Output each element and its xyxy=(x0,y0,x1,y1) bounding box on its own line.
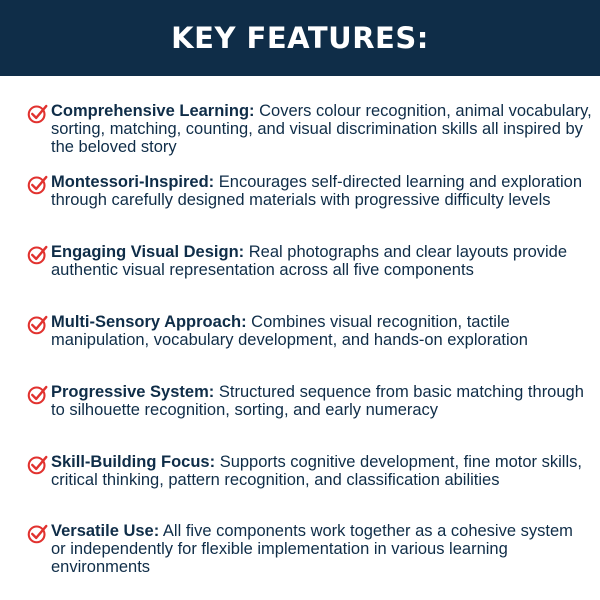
feature-text xyxy=(51,522,592,576)
feature-item-comprehensive-learning xyxy=(27,102,592,156)
feature-text xyxy=(51,102,592,156)
feature-title: Engaging Visual Design: xyxy=(51,243,245,261)
feature-description: Supports cognitive development, fine motor skills, critical thinking, pattern recognition, and classification abilities xyxy=(51,453,582,489)
feature-title: Versatile Use: xyxy=(51,522,160,540)
feature-text xyxy=(51,173,592,209)
feature-title: Montessori-Inspired: xyxy=(51,173,215,191)
page-title: KEY FEATURES: xyxy=(171,21,429,55)
feature-description: Real photographs and clear layouts provide authentic visual representation across all five components xyxy=(51,243,568,279)
red-check-circle-icon xyxy=(27,454,48,475)
red-check-circle-icon xyxy=(27,384,48,405)
feature-item-versatile-use xyxy=(27,522,592,576)
feature-title: Comprehensive Learning: xyxy=(51,102,255,120)
feature-description: Combines visual recognition, tactile manipulation, vocabulary development, and hands-on exploration xyxy=(51,313,528,349)
feature-item-montessori-inspired xyxy=(27,173,592,209)
feature-description: Encourages self-directed learning and exploration through carefully designed materials with progressive difficulty levels xyxy=(51,173,583,209)
feature-item-multi-sensory-approach xyxy=(27,313,592,349)
red-check-circle-icon xyxy=(27,174,48,195)
red-check-circle-icon xyxy=(27,103,48,124)
feature-text xyxy=(51,313,592,349)
red-check-circle-icon xyxy=(27,523,48,544)
feature-item-skill-building-focus xyxy=(27,453,592,489)
feature-description: Covers colour recognition, animal vocabulary, sorting, matching, counting, and visual discrimination skills all inspired by the beloved story xyxy=(51,102,592,156)
feature-description: Structured sequence from basic matching through to silhouette recognition, sorting, and early numeracy xyxy=(51,383,584,419)
header-banner xyxy=(0,0,600,76)
red-check-circle-icon xyxy=(27,244,48,265)
feature-text xyxy=(51,243,592,279)
feature-description: All five components work together as a cohesive system or independently for flexible implementation in various learning environments xyxy=(51,522,573,576)
feature-title: Multi-Sensory Approach: xyxy=(51,313,247,331)
red-check-circle-icon xyxy=(27,314,48,335)
feature-text xyxy=(51,453,592,489)
feature-title: Skill-Building Focus: xyxy=(51,453,216,471)
feature-title: Progressive System: xyxy=(51,383,215,401)
feature-item-progressive-system xyxy=(27,383,592,419)
feature-item-engaging-visual-design xyxy=(27,243,592,279)
feature-text xyxy=(51,383,592,419)
